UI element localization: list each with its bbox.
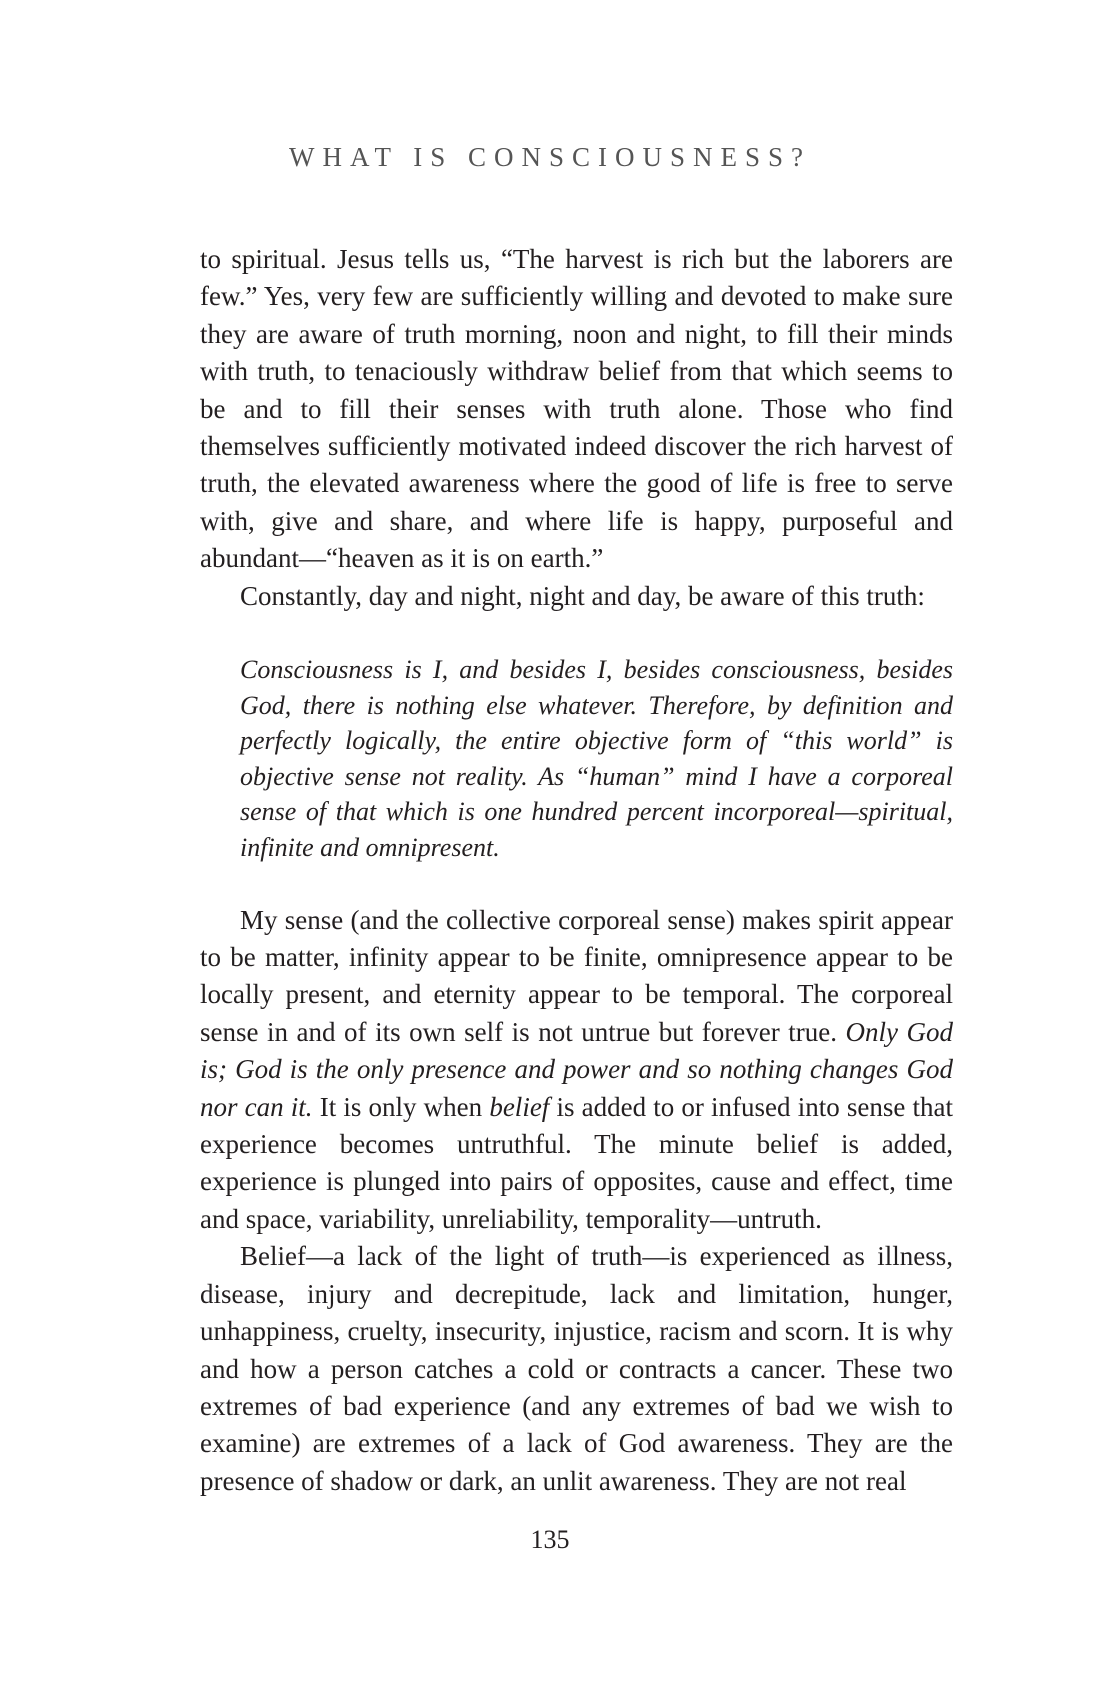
body-text [200,241,953,1500]
block-quote: Consciousness is I, and besides I, besides consciousness, besides God, there is nothing else whatever. Therefore, by definition and perfectly logically, the entire objective form of “this world” is objective sense not reality. As “human” mind I have a corporeal sense of that which is one hundred percent incorporeal—spiritual, infinite and omnipresent. [240,655,953,863]
paragraph: Constantly, day and night, night and day, be aware of this truth: [240,580,925,611]
page-number: 135 [530,1525,570,1554]
paragraph [200,902,953,1239]
running-head: WHAT IS CONSCIOUSNESS? [288,142,812,172]
paragraph: Belief—a lack of the light of truth—is experienced as illness, disease, injury and decrepitude, lack and limitation, hunger, unhappiness, cruelty, insecurity, injustice, racism and scorn. It is why and how a person catches a cold or contracts a cancer. These two extremes of bad experience (and any extremes of bad we wish to examine) are extremes of a lack of God awareness. They are the presence of shadow or dark, an unlit awareness. They are not real [200,1241,953,1496]
italic-word: belief [489,1091,550,1122]
text-run: It is only when [312,1091,490,1122]
text-run: My sense (and the collective corporeal sense) makes spirit appear to be matter, infinity appear to be finite, omnipresence appear to be locally present, and eternity appear to be temporal. The corporeal sense in and of its own self is not untrue but forever true. [200,904,953,1047]
paragraph: to spiritual. Jesus tells us, “The harvest is rich but the laborers are few.” Yes, very few are sufficiently willing and devoted to make sure they are aware of truth morning, noon and night, to fill their minds with truth, to tenaciously withdraw belief from that which seems to be and to fill their senses with truth alone. Those who find themselves sufficiently motivated indeed discover the rich harvest of truth, the elevated awareness where the good of life is free to serve with, give and share, and where life is happy, purposeful and abundant—“heaven as it is on earth.” [200,244,953,574]
italic-text-run: Only God is; God is the only presence and power and so nothing changes God nor can it. [200,1016,954,1122]
text-run: is added to or infused into sense that experience becomes untruthful. The minute belief is added, experience is plunged into pairs of opposites, cause and effect, time and space, variability, unreliability, temporality—untruth. [200,1091,953,1234]
